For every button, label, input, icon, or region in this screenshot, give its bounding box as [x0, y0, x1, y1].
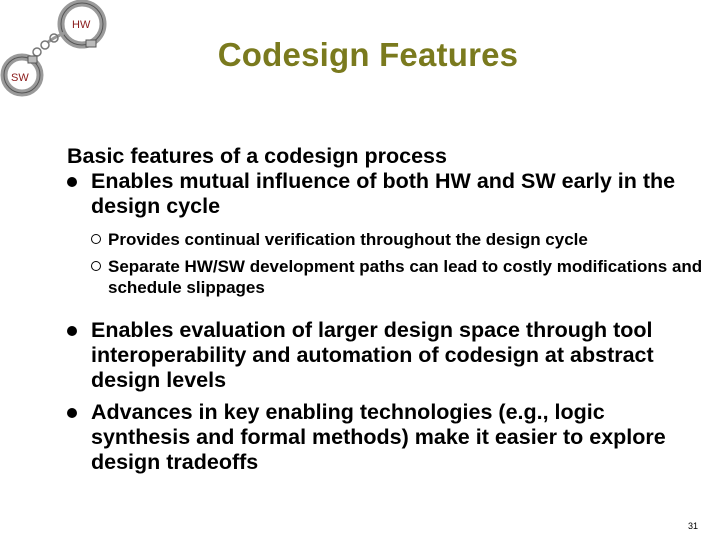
bullet-item: [67, 318, 707, 393]
sw-label: SW: [11, 72, 29, 84]
bullet-ring-icon: [91, 261, 101, 271]
bullet-item: [67, 169, 707, 219]
bullet-text: Enables evaluation of larger design space through tool interoperability and automation of codesign at abstract design levels: [91, 318, 654, 392]
sub-bullet-item: [91, 229, 707, 250]
sub-bullet-text: Provides continual verification throughout the design cycle: [108, 230, 588, 249]
bullet-text: Enables mutual influence of both HW and SW early in the design cycle: [91, 169, 676, 218]
bullet-dot-icon: [67, 326, 77, 336]
sub-bullet-text: Separate HW/SW development paths can lead to costly modifications and schedule slippages: [108, 257, 703, 297]
sub-bullet-list: [91, 229, 707, 298]
bullet-dot-icon: [67, 177, 77, 187]
hw-sw-handcuffs-logo: [0, 0, 112, 100]
bullet-dot-icon: [67, 408, 77, 418]
page-number: 31: [688, 521, 699, 531]
bullet-text: Advances in key enabling technologies (e.g., logic synthesis and formal methods) make it easier to explore design tradeoffs: [91, 400, 666, 474]
hw-label: HW: [72, 19, 91, 31]
intro-text: Basic features of a codesign process: [67, 144, 447, 168]
slide-body: [67, 144, 707, 475]
sub-bullet-item: [91, 256, 707, 298]
bullet-item: [67, 400, 707, 475]
bullet-ring-icon: [91, 234, 101, 244]
slide-title: Codesign Features: [217, 36, 519, 73]
